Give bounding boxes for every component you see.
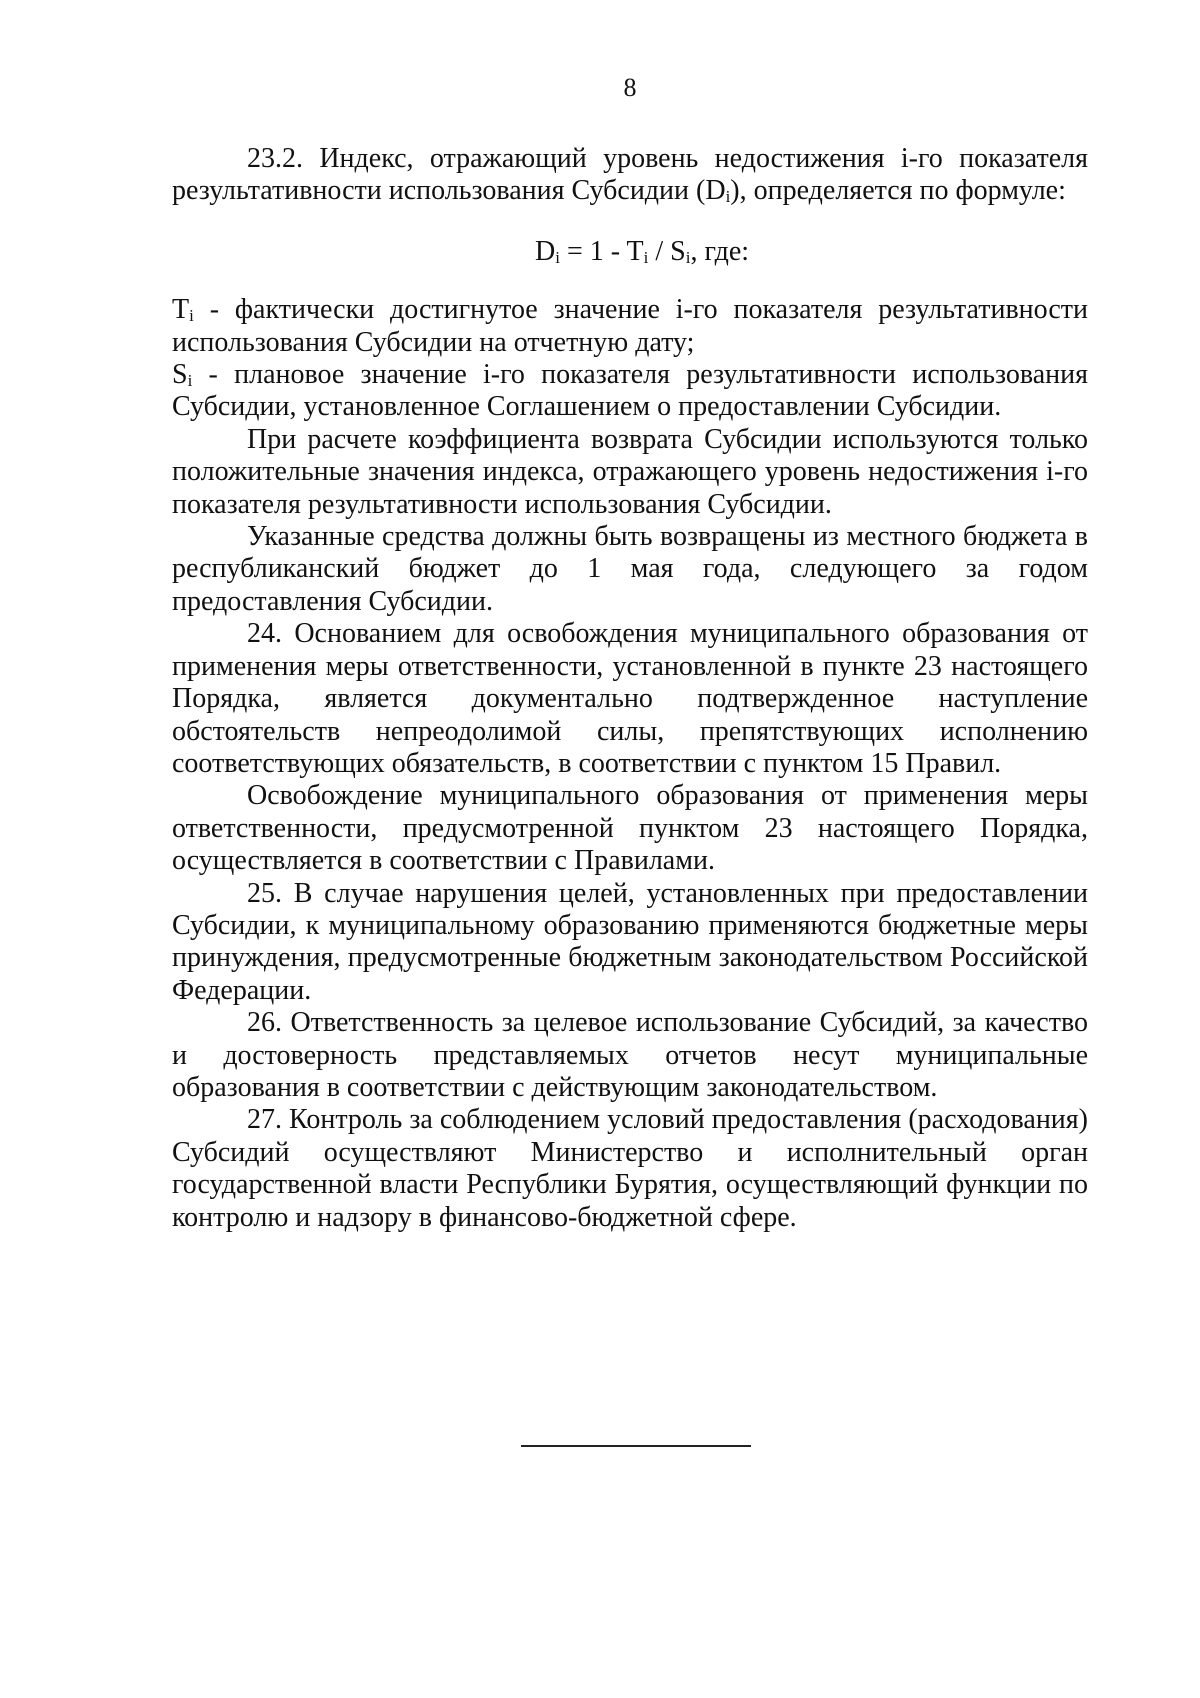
definition-symbol: T	[172, 294, 190, 326]
paragraph-23-2	[172, 143, 1088, 208]
paragraph-refund-coefficient: При расчете коэффициента возврата Субсидии используются только положительные значения индекса, отражающего уровень недостижения i-го показателя результативности использования Субсидии.	[172, 423, 1088, 520]
subscript: i	[685, 247, 691, 267]
formula-part: = 1 - T	[559, 235, 644, 267]
paragraph-24: 24. Основанием для освобождения муниципального образования от применения меры ответственности, установленной в пункте 23 настоящего Порядка, является документально подтвержденное наступление обстоятельств непреодолимой силы, препятствующих исполнению соответствующих обязательств, в соответствии с пунктом 15 Правил.	[172, 618, 1088, 779]
page-number: 8	[623, 73, 637, 102]
definition-s	[172, 359, 1088, 424]
paragraph-27: 27. Контроль за соблюдением условий предоставления (расходования) Субсидий осуществляют Министерство и исполнительный орган государственной власти Республики Бурятия, осуществляющий функции по контролю и надзору в финансово-бюджетной сфере.	[172, 1104, 1088, 1233]
paragraph-exemption: Освобождение муниципального образования от применения меры ответственности, предусмотренной пунктом 23 настоящего Порядка, осуществляется в соответствии с Правилами.	[172, 780, 1088, 877]
definition-t	[172, 294, 1088, 359]
end-of-document-line	[521, 1445, 751, 1447]
formula	[172, 236, 1088, 268]
subscript: i	[187, 371, 193, 391]
subscript: i	[555, 247, 560, 267]
paragraph-refund-deadline: Указанные средства должны быть возвращены из местного бюджета в республиканский бюджет до 1 мая года, следующего за годом предоставления Субсидии.	[172, 521, 1088, 617]
subscript: i	[189, 306, 194, 326]
paragraph-26: 26. Ответственность за целевое использование Субсидий, за качество и достоверность представляемых отчетов несут муниципальные образования в соответствии с действующим законодательством.	[172, 1007, 1088, 1103]
document-body	[172, 143, 1088, 1234]
definition-text: - фактически достигнутое значение i-го показателя результативности использования Субсидии на отчетную дату;	[172, 294, 1088, 358]
paragraph-text: 23.2. Индекс, отражающий уровень недостижения i-го показателя результативности использования Субсидии (D	[172, 143, 1088, 207]
definition-text: - плановое значение i-го показателя результативности использования Субсидии, установленное Соглашением о предоставлении Субсидии.	[172, 359, 1088, 423]
definition-symbol: S	[172, 359, 188, 391]
formula-part: / S	[648, 235, 686, 267]
subscript: i	[725, 187, 731, 207]
formula-symbol: D	[534, 235, 556, 267]
paragraph-25: 25. В случае нарушения целей, установленных при предоставлении Субсидии, к муниципальному образованию применяются бюджетные меры принуждения, предусмотренные бюджетным законодательством Российской Федерации.	[172, 877, 1088, 1006]
formula-part: , где:	[690, 235, 750, 267]
paragraph-text: ), определяется по формуле:	[730, 175, 1066, 207]
subscript: i	[643, 247, 649, 267]
